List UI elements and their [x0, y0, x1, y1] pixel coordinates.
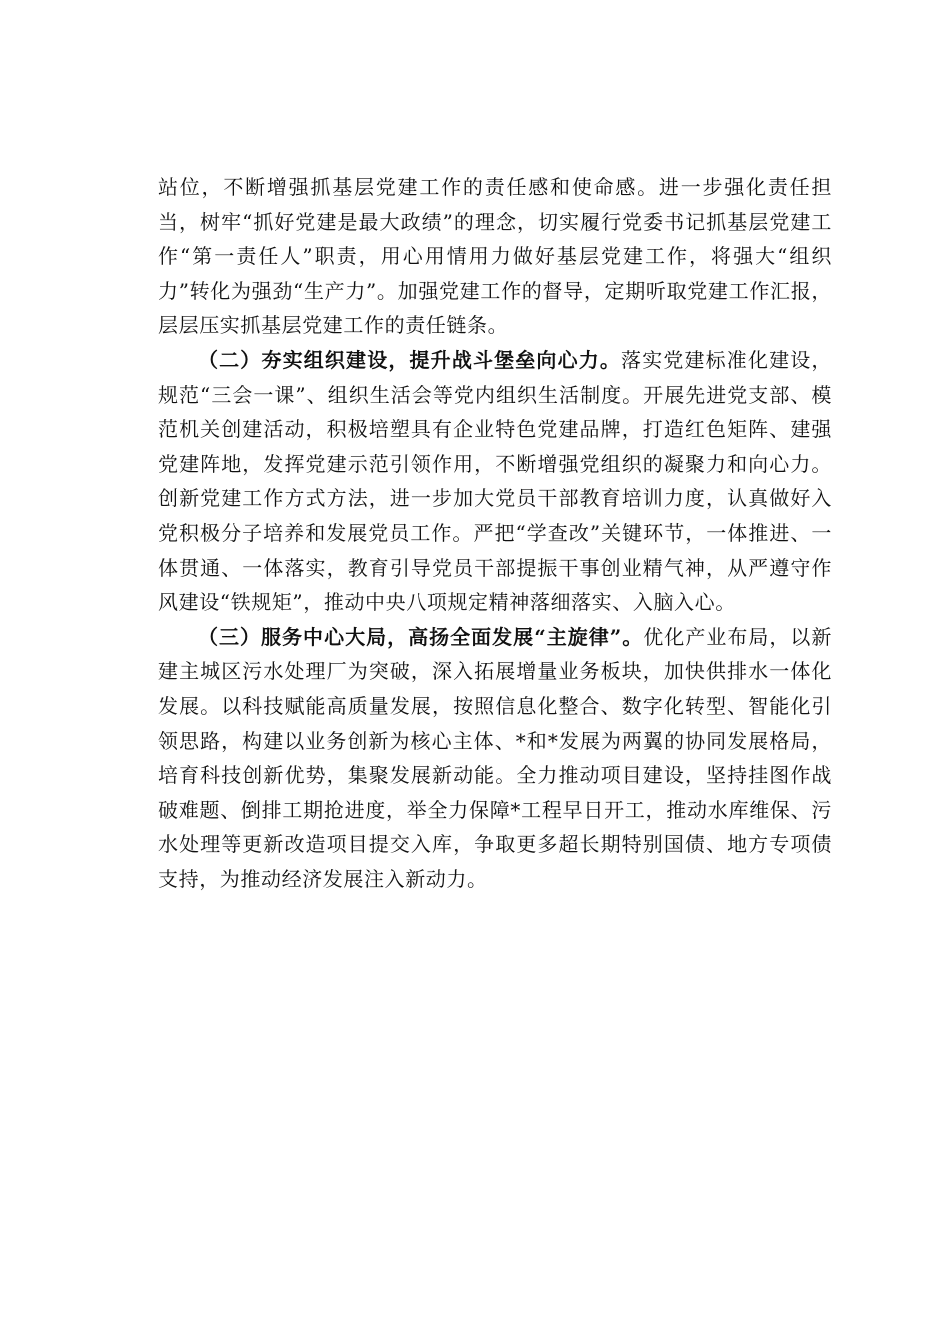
- paragraph-text: 站位，不断增强抓基层党建工作的责任感和使命感。进一步强化责任担当，树牢“抓好党建是最大政绩”的理念，切实履行党委书记抓基层党建工作“第一责任人”职责，用心用情用力做好基层党建工作，将强大“组织力”转化为强劲“生产力”。加强党建工作的督导，定期听取党建工作汇报，层层压实抓基层党建工作的责任链条。: [158, 175, 832, 338]
- paragraph-section-3: [158, 620, 832, 897]
- section-heading-2: （二）夯实组织建设，提升战斗堡垒向心力。: [198, 347, 622, 372]
- paragraph-section-2: [158, 343, 832, 620]
- paragraph-text: 落实党建标准化建设，规范“三会一课”、组织生活会等党内组织生活制度。开展先进党支部、模范机关创建活动，积极培塑具有企业特色党建品牌，打造红色矩阵、建强党建阵地，发挥党建示范引领作用，不断增强党组织的凝聚力和向心力。创新党建工作方式方法，进一步加大党员干部教育培训力度，认真做好入党积极分子培养和发展党员工作。严把“学查改”关键环节，一体推进、一体贯通、一体落实，教育引导党员干部提振干事创业精气神，从严遵守作风建设“铁规矩”，推动中央八项规定精神落细落实、入脑入心。: [158, 347, 833, 615]
- paragraph-continued: [158, 170, 832, 343]
- section-heading-3: （三）服务中心大局，高扬全面发展“主旋律”。: [198, 624, 644, 649]
- paragraph-text: 优化产业布局，以新建主城区污水处理厂为突破，深入拓展增量业务板块，加快供排水一体化发展。以科技赋能高质量发展，按照信息化整合、数字化转型、智能化引领思路，构建以业务创新为核心主体、*和*发展为两翼的协同发展格局，培育科技创新优势，集聚发展新动能。全力推动项目建设，坚持挂图作战破难题、倒排工期抢进度，举全力保障*工程早日开工，推动水库维保、污水处理等更新改造项目提交入库，争取更多超长期特别国债、地方专项债支持，为推动经济发展注入新动力。: [158, 624, 832, 891]
- document-body: [158, 170, 832, 896]
